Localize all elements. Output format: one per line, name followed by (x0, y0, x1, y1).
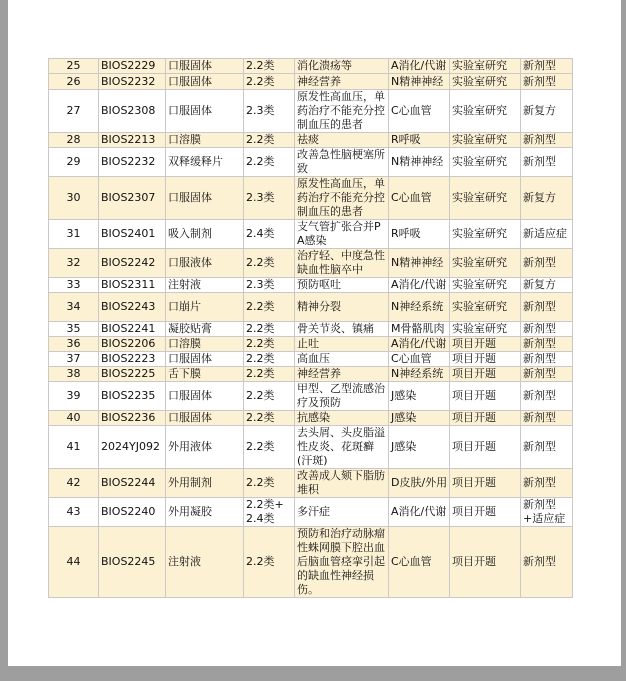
cell-dosage-form: 外用液体 (166, 426, 244, 469)
cell-code: BIOS2242 (99, 249, 166, 278)
cell-stage: 实验室研究 (450, 74, 521, 90)
cell-stage: 项目开题 (450, 411, 521, 426)
cell-innovation-type: 新复方 (521, 177, 573, 220)
cell-code: BIOS2223 (99, 352, 166, 367)
cell-therapeutic-area: N精神神经 (389, 74, 450, 90)
cell-dosage-form: 口服固体 (166, 411, 244, 426)
cell-no: 38 (49, 367, 99, 382)
cell-registration-class: 2.2类 (244, 148, 295, 177)
cell-innovation-type: 新适应症 (521, 220, 573, 249)
cell-stage: 实验室研究 (450, 249, 521, 278)
cell-innovation-type: 新复方 (521, 278, 573, 293)
cell-stage: 项目开题 (450, 367, 521, 382)
cell-dosage-form: 注射液 (166, 527, 244, 598)
cell-indication: 抗感染 (295, 411, 389, 426)
cell-therapeutic-area: N精神神经 (389, 249, 450, 278)
cell-no: 28 (49, 133, 99, 148)
cell-stage: 项目开题 (450, 352, 521, 367)
cell-stage: 实验室研究 (450, 59, 521, 74)
table-row (49, 367, 573, 382)
cell-indication: 神经营养 (295, 367, 389, 382)
cell-innovation-type: 新剂型 (521, 74, 573, 90)
cell-registration-class: 2.3类 (244, 90, 295, 133)
cell-registration-class: 2.2类 (244, 382, 295, 411)
cell-code: BIOS2240 (99, 498, 166, 527)
cell-dosage-form: 吸入制剂 (166, 220, 244, 249)
table-row (49, 426, 573, 469)
cell-innovation-type: 新剂型 (521, 352, 573, 367)
cell-no: 35 (49, 322, 99, 337)
cell-dosage-form: 外用凝胶 (166, 498, 244, 527)
cell-indication: 改善成人颏下脂肪堆积 (295, 469, 389, 498)
cell-no: 36 (49, 337, 99, 352)
cell-stage: 实验室研究 (450, 220, 521, 249)
cell-indication: 预防和治疗动脉瘤性蛛网膜下腔出血后脑血管痉挛引起的缺血性神经损伤。 (295, 527, 389, 598)
cell-indication: 预防呕吐 (295, 278, 389, 293)
cell-no: 26 (49, 74, 99, 90)
cell-innovation-type: 新剂型 (521, 426, 573, 469)
cell-no: 43 (49, 498, 99, 527)
cell-stage: 项目开题 (450, 527, 521, 598)
table-row (49, 322, 573, 337)
cell-indication: 改善急性脑梗塞所致 (295, 148, 389, 177)
cell-stage: 项目开题 (450, 382, 521, 411)
cell-code: BIOS2241 (99, 322, 166, 337)
cell-registration-class: 2.2类 (244, 367, 295, 382)
cell-code: BIOS2225 (99, 367, 166, 382)
table-row (49, 59, 573, 74)
cell-no: 37 (49, 352, 99, 367)
cell-registration-class: 2.2类 (244, 293, 295, 322)
table-row (49, 90, 573, 133)
cell-no: 33 (49, 278, 99, 293)
table-row (49, 382, 573, 411)
cell-no: 30 (49, 177, 99, 220)
table-row (49, 220, 573, 249)
cell-indication: 骨关节炎、镇痛 (295, 322, 389, 337)
table-row (49, 74, 573, 90)
cell-stage: 项目开题 (450, 426, 521, 469)
cell-code: BIOS2401 (99, 220, 166, 249)
cell-no: 40 (49, 411, 99, 426)
cell-innovation-type: 新复方 (521, 90, 573, 133)
cell-dosage-form: 舌下膜 (166, 367, 244, 382)
cell-stage: 实验室研究 (450, 278, 521, 293)
cell-code: BIOS2235 (99, 382, 166, 411)
cell-stage: 实验室研究 (450, 148, 521, 177)
cell-no: 32 (49, 249, 99, 278)
table-row (49, 337, 573, 352)
cell-dosage-form: 凝胶贴膏 (166, 322, 244, 337)
cell-therapeutic-area: J感染 (389, 426, 450, 469)
cell-no: 42 (49, 469, 99, 498)
cell-registration-class: 2.2类 (244, 133, 295, 148)
cell-innovation-type: 新剂型+适应症 (521, 498, 573, 527)
cell-dosage-form: 口服固体 (166, 177, 244, 220)
table-row (49, 352, 573, 367)
cell-therapeutic-area: A消化/代谢 (389, 337, 450, 352)
cell-stage: 实验室研究 (450, 90, 521, 133)
cell-code: BIOS2307 (99, 177, 166, 220)
cell-therapeutic-area: N神经系统 (389, 367, 450, 382)
cell-innovation-type: 新剂型 (521, 59, 573, 74)
cell-therapeutic-area: J感染 (389, 411, 450, 426)
cell-code: 2024YJ092 (99, 426, 166, 469)
cell-indication: 神经营养 (295, 74, 389, 90)
cell-no: 39 (49, 382, 99, 411)
cell-stage: 实验室研究 (450, 322, 521, 337)
cell-therapeutic-area: C心血管 (389, 177, 450, 220)
table-row (49, 411, 573, 426)
cell-no: 41 (49, 426, 99, 469)
cell-stage: 项目开题 (450, 337, 521, 352)
cell-registration-class: 2.3类 (244, 278, 295, 293)
cell-registration-class: 2.2类+2.4类 (244, 498, 295, 527)
cell-no: 25 (49, 59, 99, 74)
table-row (49, 148, 573, 177)
cell-therapeutic-area: A消化/代谢 (389, 59, 450, 74)
cell-dosage-form: 注射液 (166, 278, 244, 293)
cell-indication: 止吐 (295, 337, 389, 352)
cell-therapeutic-area: R呼吸 (389, 133, 450, 148)
cell-registration-class: 2.2类 (244, 249, 295, 278)
cell-no: 29 (49, 148, 99, 177)
cell-innovation-type: 新剂型 (521, 249, 573, 278)
cell-innovation-type: 新剂型 (521, 469, 573, 498)
cell-therapeutic-area: J感染 (389, 382, 450, 411)
cell-innovation-type: 新剂型 (521, 382, 573, 411)
cell-innovation-type: 新剂型 (521, 367, 573, 382)
cell-indication: 多汗症 (295, 498, 389, 527)
cell-dosage-form: 外用制剂 (166, 469, 244, 498)
cell-dosage-form: 口溶膜 (166, 133, 244, 148)
cell-indication: 原发性高血压，单药治疗不能充分控制血压的患者 (295, 177, 389, 220)
cell-code: BIOS2213 (99, 133, 166, 148)
cell-registration-class: 2.2类 (244, 337, 295, 352)
table-row (49, 527, 573, 598)
cell-registration-class: 2.2类 (244, 527, 295, 598)
cell-dosage-form: 口服固体 (166, 74, 244, 90)
cell-dosage-form: 口崩片 (166, 293, 244, 322)
cell-code: BIOS2243 (99, 293, 166, 322)
cell-therapeutic-area: C心血管 (389, 527, 450, 598)
cell-stage: 实验室研究 (450, 293, 521, 322)
cell-code: BIOS2232 (99, 74, 166, 90)
cell-code: BIOS2245 (99, 527, 166, 598)
cell-indication: 精神分裂 (295, 293, 389, 322)
cell-stage: 项目开题 (450, 498, 521, 527)
cell-no: 44 (49, 527, 99, 598)
cell-dosage-form: 口服液体 (166, 249, 244, 278)
cell-registration-class: 2.4类 (244, 220, 295, 249)
cell-innovation-type: 新剂型 (521, 411, 573, 426)
cell-indication: 甲型、乙型流感治疗及预防 (295, 382, 389, 411)
cell-registration-class: 2.2类 (244, 426, 295, 469)
cell-innovation-type: 新剂型 (521, 133, 573, 148)
cell-innovation-type: 新剂型 (521, 337, 573, 352)
cell-indication: 支气管扩张合并PA感染 (295, 220, 389, 249)
cell-code: BIOS2311 (99, 278, 166, 293)
cell-code: BIOS2308 (99, 90, 166, 133)
cell-stage: 实验室研究 (450, 133, 521, 148)
cell-dosage-form: 口服固体 (166, 59, 244, 74)
cell-therapeutic-area: C心血管 (389, 352, 450, 367)
cell-no: 27 (49, 90, 99, 133)
cell-dosage-form: 口服固体 (166, 382, 244, 411)
table-row (49, 249, 573, 278)
cell-innovation-type: 新剂型 (521, 527, 573, 598)
cell-indication: 消化溃疡等 (295, 59, 389, 74)
cell-registration-class: 2.2类 (244, 322, 295, 337)
drug-pipeline-table (48, 58, 573, 598)
cell-therapeutic-area: N神经系统 (389, 293, 450, 322)
cell-registration-class: 2.2类 (244, 59, 295, 74)
cell-code: BIOS2232 (99, 148, 166, 177)
cell-indication: 治疗轻、中度急性缺血性脑卒中 (295, 249, 389, 278)
cell-indication: 高血压 (295, 352, 389, 367)
cell-registration-class: 2.2类 (244, 469, 295, 498)
table-row (49, 177, 573, 220)
table-row (49, 498, 573, 527)
cell-innovation-type: 新剂型 (521, 293, 573, 322)
cell-therapeutic-area: A消化/代谢 (389, 278, 450, 293)
cell-registration-class: 2.2类 (244, 352, 295, 367)
cell-registration-class: 2.2类 (244, 411, 295, 426)
cell-code: BIOS2236 (99, 411, 166, 426)
cell-registration-class: 2.3类 (244, 177, 295, 220)
cell-code: BIOS2206 (99, 337, 166, 352)
table-row (49, 278, 573, 293)
cell-stage: 项目开题 (450, 469, 521, 498)
cell-stage: 实验室研究 (450, 177, 521, 220)
cell-code: BIOS2244 (99, 469, 166, 498)
cell-code: BIOS2229 (99, 59, 166, 74)
cell-therapeutic-area: M骨骼肌肉 (389, 322, 450, 337)
table-row (49, 293, 573, 322)
cell-dosage-form: 口服固体 (166, 352, 244, 367)
cell-innovation-type: 新剂型 (521, 322, 573, 337)
cell-no: 34 (49, 293, 99, 322)
cell-indication: 原发性高血压，单药治疗不能充分控制血压的患者 (295, 90, 389, 133)
table-row (49, 469, 573, 498)
cell-therapeutic-area: A消化/代谢 (389, 498, 450, 527)
cell-registration-class: 2.2类 (244, 74, 295, 90)
cell-innovation-type: 新剂型 (521, 148, 573, 177)
cell-therapeutic-area: N精神神经 (389, 148, 450, 177)
cell-dosage-form: 口溶膜 (166, 337, 244, 352)
table-row (49, 133, 573, 148)
cell-no: 31 (49, 220, 99, 249)
cell-dosage-form: 双释缓释片 (166, 148, 244, 177)
cell-therapeutic-area: D皮肤/外用 (389, 469, 450, 498)
cell-therapeutic-area: R呼吸 (389, 220, 450, 249)
cell-therapeutic-area: C心血管 (389, 90, 450, 133)
cell-indication: 祛痰 (295, 133, 389, 148)
cell-indication: 去头屑、头皮脂溢性皮炎、花斑癣(汗斑) (295, 426, 389, 469)
cell-dosage-form: 口服固体 (166, 90, 244, 133)
